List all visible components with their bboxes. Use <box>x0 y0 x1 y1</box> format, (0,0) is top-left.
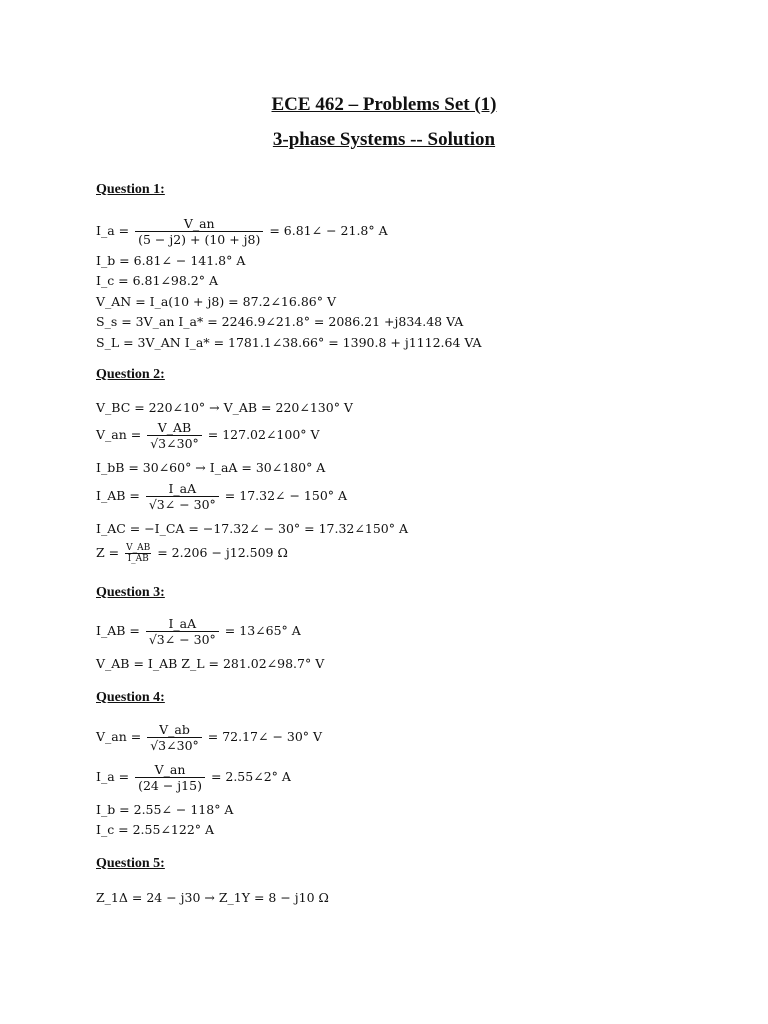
fraction <box>147 420 202 451</box>
fraction-numerator: I_aA <box>168 616 197 631</box>
equation-rhs: = 127.02∠100° V <box>207 427 320 442</box>
document-title: ECE 462 – Problems Set (1) <box>271 94 497 115</box>
equation-lhs: I_AB = <box>96 488 140 503</box>
fraction-denominator: (24 − j15) <box>135 777 205 793</box>
fraction-numerator: V_ab <box>159 722 190 737</box>
fraction <box>146 481 219 512</box>
equation-lhs: V_an = <box>96 729 142 744</box>
fraction-denominator: √3∠ − 30° <box>146 631 219 647</box>
question-1-heading: Question 1: <box>96 182 165 197</box>
equation-rhs: = 2.206 − j12.509 Ω <box>157 545 288 560</box>
document-subtitle: 3-phase Systems -- Solution <box>272 129 496 150</box>
equation-rhs: = 72.17∠ − 30° V <box>207 729 323 744</box>
equation-line <box>96 722 322 753</box>
question-4-heading: Question 4: <box>96 690 165 705</box>
equation-line: I_b = 2.55∠ − 118° A <box>96 802 234 817</box>
equation-line: S_L = 3V_AN I_a* = 1781.1∠38.66° = 1390.8 + j1112.64 VA <box>96 335 482 350</box>
equation-rhs: = 6.81∠ − 21.8° A <box>269 223 388 238</box>
equation-line: V_AB = I_AB Z_L = 281.02∠98.7° V <box>96 656 325 671</box>
fraction-denominator: √3∠30° <box>147 435 202 451</box>
fraction <box>135 216 263 247</box>
equation-line: I_c = 6.81∠98.2° A <box>96 273 218 288</box>
equation-rhs: = 13∠65° A <box>224 623 301 638</box>
equation-lhs: V_an = <box>96 427 142 442</box>
equation-line <box>96 481 347 512</box>
fraction-denominator: I_AB <box>125 553 151 564</box>
fraction-numerator: I_aA <box>168 481 197 496</box>
fraction-numerator: V_AB <box>157 420 192 435</box>
equation-line: I_bB = 30∠60° → I_aA = 30∠180° A <box>96 460 326 475</box>
question-5-heading: Question 5: <box>96 856 165 871</box>
fraction-denominator: (5 − j2) + (10 + j8) <box>135 231 263 247</box>
fraction <box>125 543 151 564</box>
fraction <box>146 616 219 647</box>
equation-line: S_s = 3V_an I_a* = 2246.9∠21.8° = 2086.21 +j834.48 VA <box>96 314 464 329</box>
equation-line <box>96 216 388 247</box>
fraction <box>147 722 202 753</box>
equation-line <box>96 616 301 647</box>
fraction-numerator: V_an <box>183 216 215 231</box>
equation-line: I_AC = −I_CA = −17.32∠ − 30° = 17.32∠150° A <box>96 521 408 536</box>
equation-line: V_AN = I_a(10 + j8) = 87.2∠16.86° V <box>96 294 336 309</box>
fraction-numerator: V_AB <box>126 543 151 553</box>
equation-line: Z_1Δ = 24 − j30 → Z_1Y = 8 − j10 Ω <box>96 890 329 905</box>
equation-lhs: I_a = <box>96 769 130 784</box>
equation-rhs: = 2.55∠2° A <box>210 769 291 784</box>
equation-line: I_b = 6.81∠ − 141.8° A <box>96 253 246 268</box>
equation-line <box>96 420 320 451</box>
equation-lhs: I_AB = <box>96 623 140 638</box>
fraction <box>135 762 205 793</box>
fraction-denominator: √3∠30° <box>147 737 202 753</box>
fraction-numerator: V_an <box>154 762 186 777</box>
equation-line: I_c = 2.55∠122° A <box>96 822 215 837</box>
equation-lhs: Z = <box>96 545 120 560</box>
equation-line <box>96 543 288 564</box>
equation-lhs: I_a = <box>96 223 130 238</box>
question-2-heading: Question 2: <box>96 367 165 382</box>
equation-line: V_BC = 220∠10° → V_AB = 220∠130° V <box>96 400 353 415</box>
equation-line <box>96 762 291 793</box>
equation-rhs: = 17.32∠ − 150° A <box>224 488 348 503</box>
fraction-denominator: √3∠ − 30° <box>146 496 219 512</box>
question-3-heading: Question 3: <box>96 585 165 600</box>
